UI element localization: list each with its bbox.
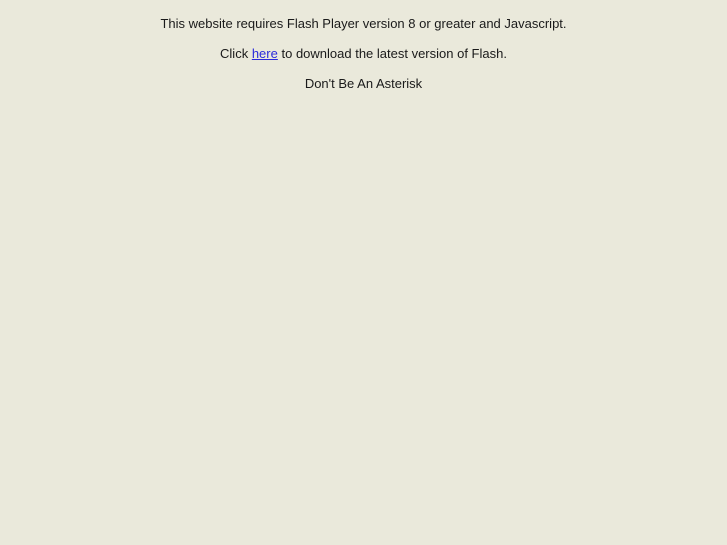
requirement-text: This website requires Flash Player version 8 or greater and Javascript. [160, 16, 567, 31]
download-prefix-text: Click [220, 46, 249, 61]
download-suffix-text: to download the latest version of Flash. [281, 46, 507, 61]
flash-warning-message [0, 0, 727, 90]
flash-download-link[interactable]: here [251, 46, 278, 61]
download-instruction [0, 47, 727, 60]
tagline-text: Don't Be An Asterisk [304, 76, 423, 91]
